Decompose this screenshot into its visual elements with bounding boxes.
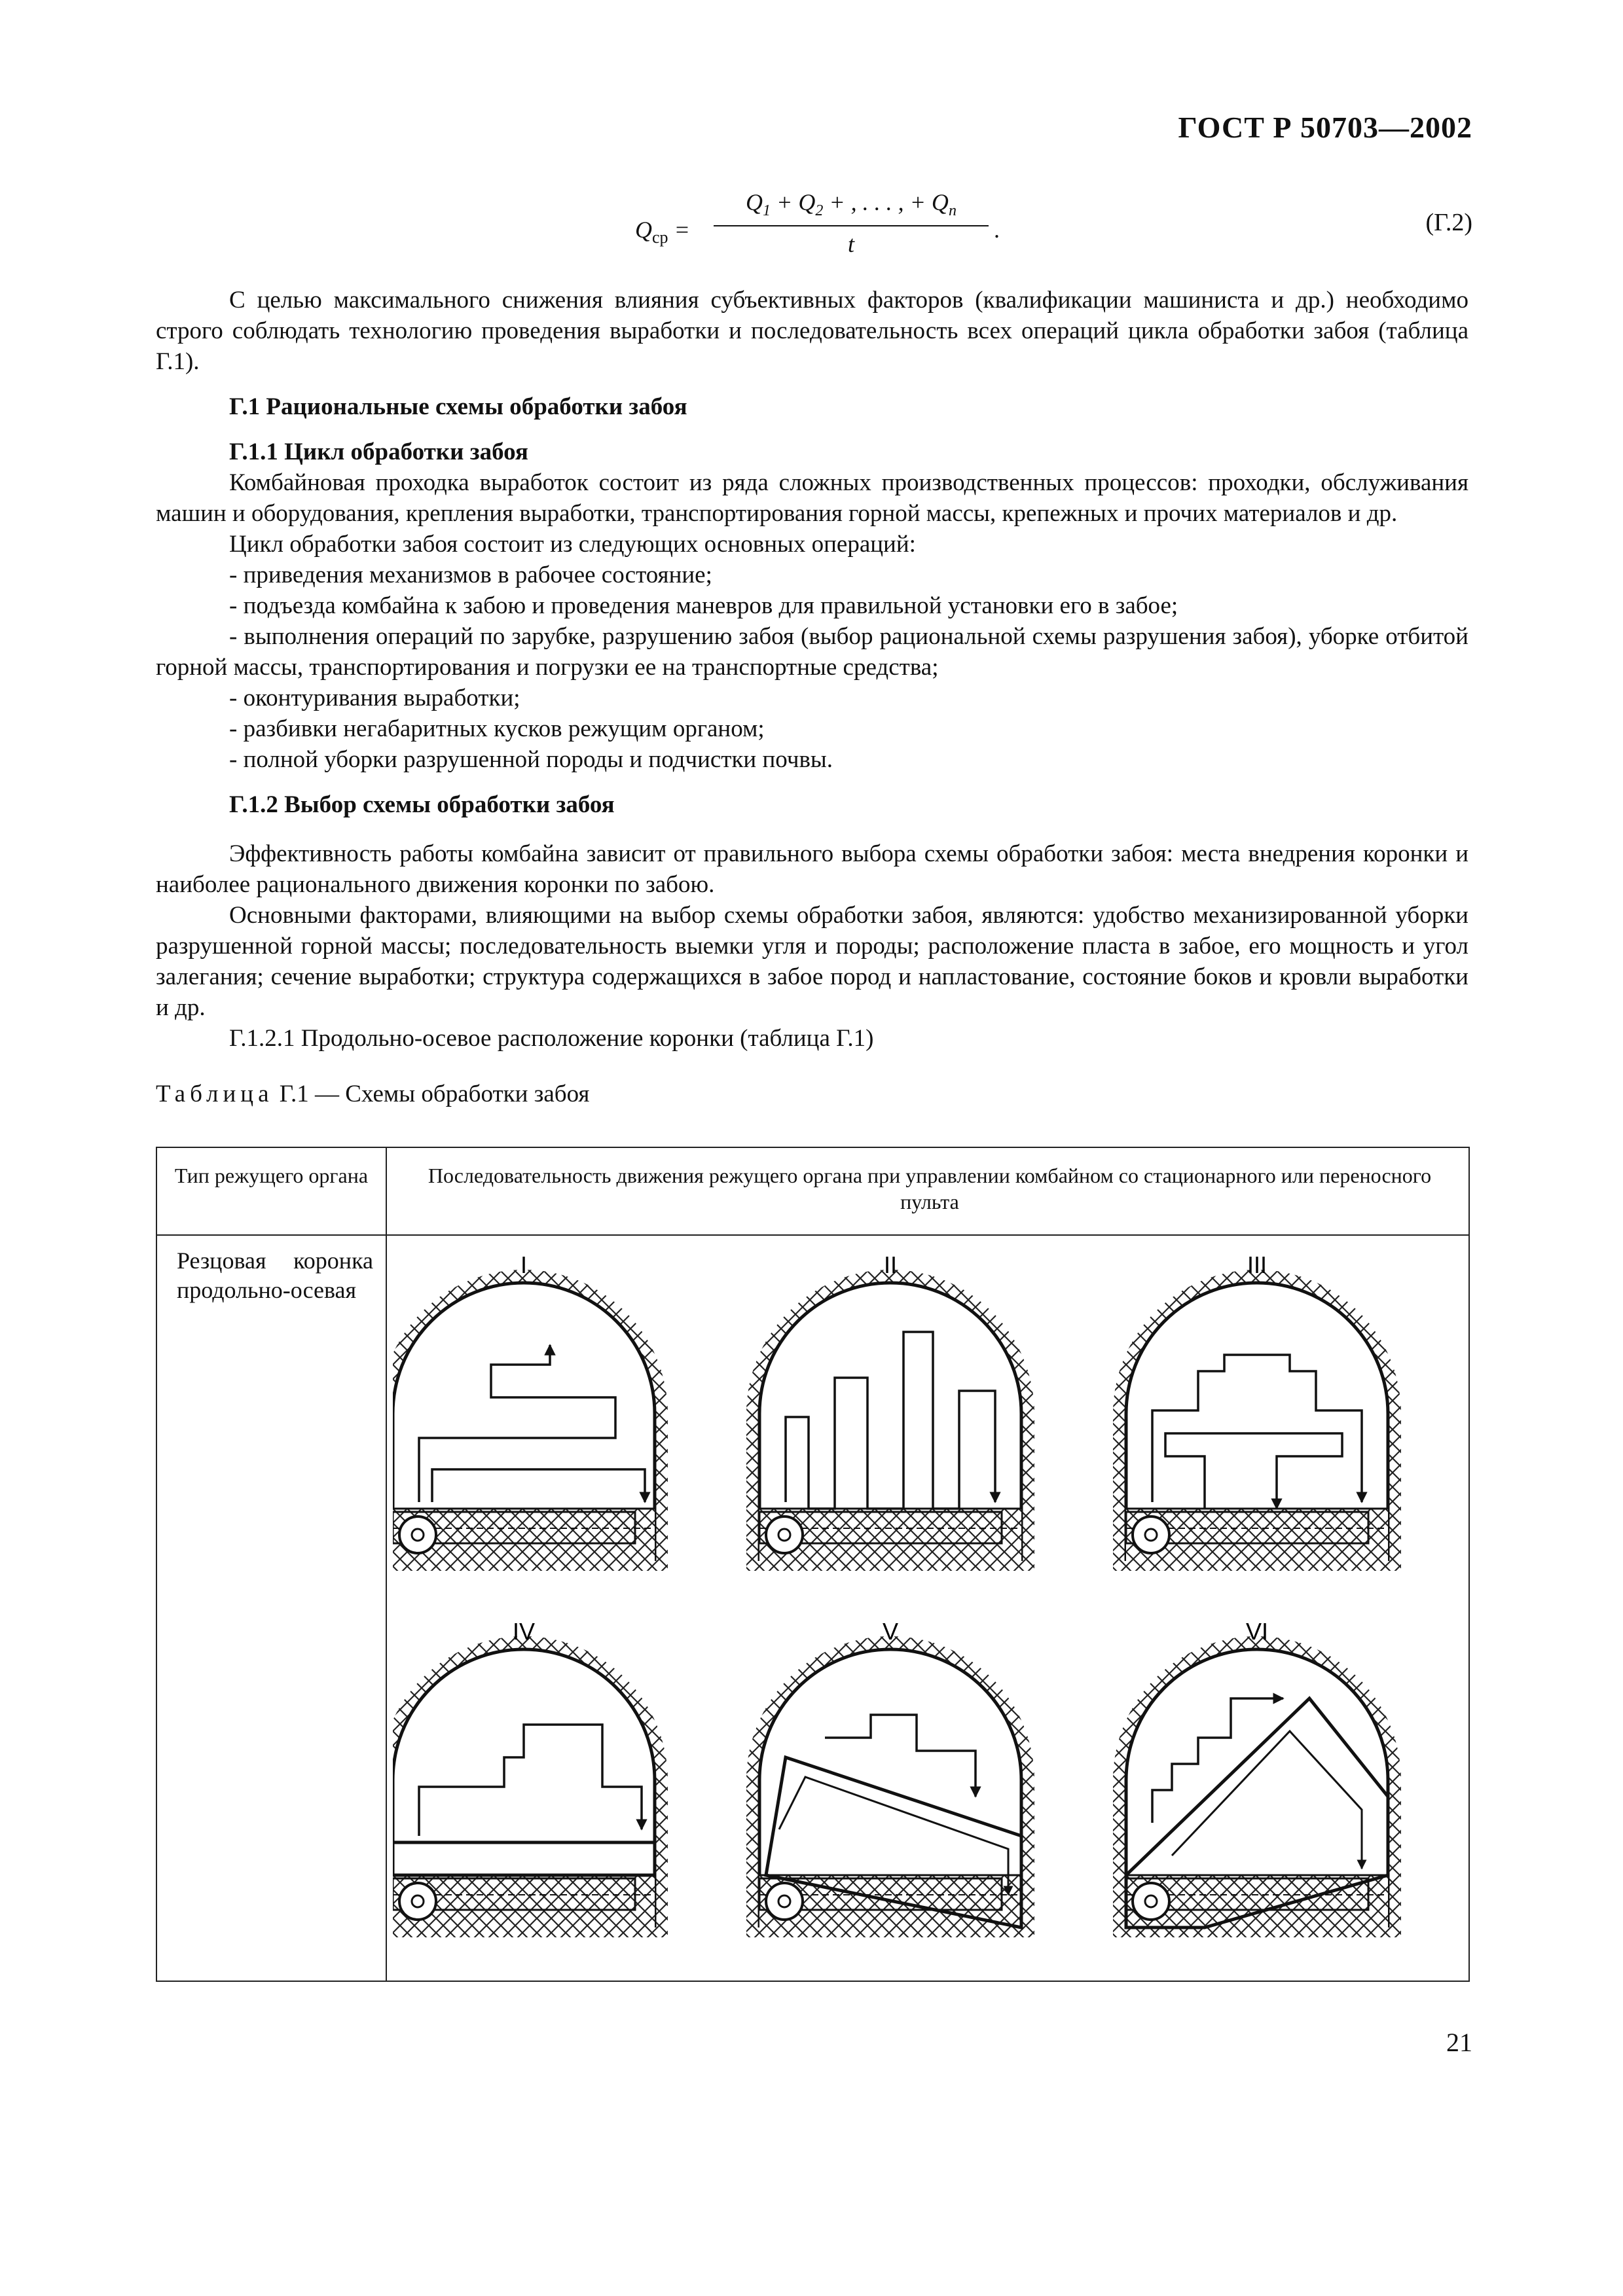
formula-numerator: $Q_1 + Q_2$ + , . . . , + $Q_n$ [746, 189, 957, 220]
column-header-type: Тип режущего органа [174, 1164, 369, 1187]
section-g12-p3: Г.1.2.1 Продольно-осевое расположение коронки (таблица Г.1) [229, 1025, 874, 1052]
scheme-label: I [520, 1253, 528, 1278]
list-item: - выполнения операций по зарубке, разрушению забоя (выбор рациональной схемы разрушения забоя), уборке отбитой горной массы, транспортирования и погрузки ее на транспортные средства; [156, 623, 1468, 681]
list-item: - полной уборки разрушенной породы и подчистки почвы. [229, 746, 833, 773]
section-g11-p1: Комбайновая проходка выработок состоит из ряда сложных производственных процессов: проходки, обслуживания машин и оборудования, крепления выработки, транспортирования горной массы, крепежных и прочих материалов и др. [156, 469, 1468, 527]
page-number: 21 [1446, 2028, 1472, 2057]
list-item: - разбивки негабаритных кусков режущим органом; [229, 715, 765, 742]
section-g11-title: Г.1.1 Цикл обработки забоя [229, 439, 528, 465]
scheme-label: V [882, 1618, 899, 1645]
section-g12-p2: Основными факторами, влияющими на выбор схемы обработки забоя, являются: удобство механизированной уборки разрушенной горной массы; последовательность выемки угля и породы; расположение пласта в забое, его мощность и угол залегания; сечение выработки; структура содержащихся в забое пород и напластование, состояние боков и кровли выработки и др. [156, 902, 1468, 1021]
formula-g2 [635, 188, 1028, 260]
cell-cutter-type: Резцовая коронка продольно-осевая [177, 1247, 373, 1303]
formula-number: (Г.2) [1425, 209, 1472, 236]
document-header: ГОСТ Р 50703—2002 [1178, 111, 1472, 144]
intro-paragraph: С целью максимального снижения влияния субъективных факторов (квалификации машиниста и др.) необходимо строго соблюдать технологию проведения выработки и последовательность всех операций цикла обработки забоя (таблица Г.1). [156, 287, 1468, 375]
scheme-label: II [883, 1253, 898, 1278]
section-g1-title: Г.1 Рациональные схемы обработки забоя [229, 393, 687, 420]
scheme-label: IV [512, 1618, 536, 1645]
scheme-II [746, 1270, 1034, 1571]
column-header-sequence: Последовательность движения режущего органа при управлении комбайном со стационарного или переносного пульта [428, 1164, 1432, 1213]
scheme-VI [1113, 1636, 1401, 1937]
formula-denominator: t [847, 231, 854, 257]
section-g12-title: Г.1.2 Выбор схемы обработки забоя [229, 791, 615, 818]
section-g11-p2: Цикл обработки забоя состоит из следующих основных операций: [229, 531, 916, 558]
scheme-label: III [1247, 1253, 1267, 1278]
face-schemes-diagram [393, 1253, 1467, 1960]
body-text [156, 285, 1468, 1054]
table-caption: Таблица Г.1 — Схемы обработки забоя [156, 1081, 590, 1107]
formula-lhs: $Q_{ср}$ = [635, 217, 690, 247]
scheme-label: VI [1245, 1618, 1269, 1645]
scheme-III [1113, 1270, 1401, 1571]
section-g12-p1: Эффективность работы комбайна зависит от правильного выбора схемы обработки забоя: места внедрения коронки и наиболее рационального движения коронки по забою. [156, 840, 1468, 898]
fraction-bar [714, 225, 989, 226]
list-item: - приведения механизмов в рабочее состояние; [229, 562, 712, 588]
header-divider [157, 1234, 1468, 1236]
formula-dot: . [994, 217, 1000, 243]
list-item: - оконтуривания выработки; [229, 685, 520, 711]
column-divider [386, 1148, 387, 1981]
scheme-IV [393, 1636, 668, 1937]
list-item: - подъезда комбайна к забою и проведения маневров для правильной установки его в забое; [229, 592, 1178, 619]
scheme-V [746, 1636, 1034, 1937]
scheme-I [393, 1270, 668, 1571]
